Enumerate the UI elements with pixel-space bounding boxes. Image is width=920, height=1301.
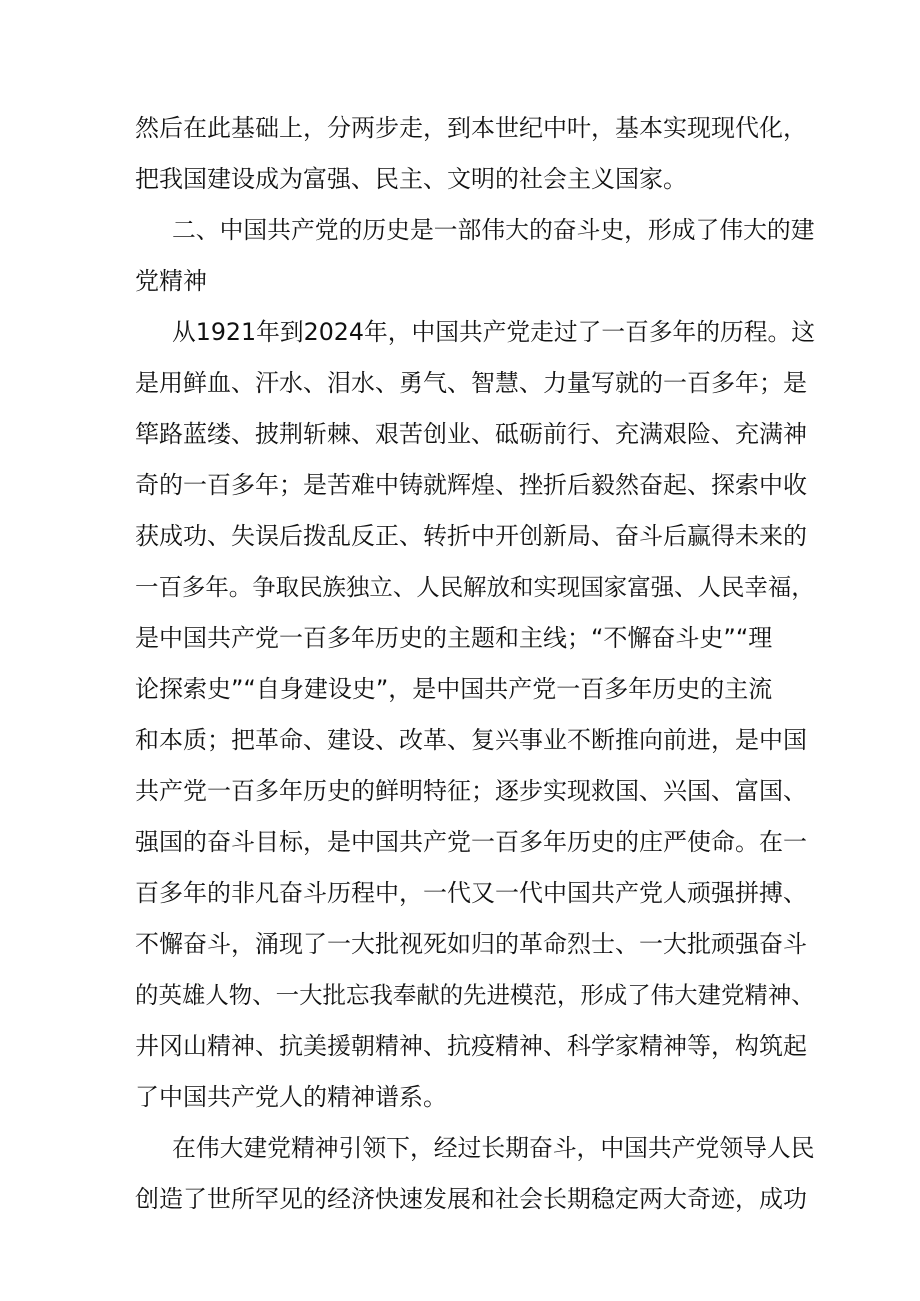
section-heading: 二、中国共产党的历史是一部伟大的奋斗史，形成了伟大的建 xyxy=(172,216,815,244)
text-line: 获成功、失误后拨乱反正、转折中开创新局、奋斗后赢得未来的 xyxy=(135,522,807,550)
text-line: 井冈山精神、抗美援朝精神、抗疫精神、科学家精神等，构筑起 xyxy=(135,1032,807,1060)
text-line: 奇的一百多年；是苦难中铸就辉煌、挫折后毅然奋起、探索中收 xyxy=(135,471,807,499)
text-line: 筚路蓝缕、披荆斩棘、艰苦创业、砥砺前行、充满艰险、充满神 xyxy=(135,420,807,448)
text-line: 百多年的非凡奋斗历程中，一代又一代中国共产党人顽强拼搏、 xyxy=(135,879,807,907)
text-line: 不懈奋斗，涌现了一大批视死如归的革命烈士、一大批顽强奋斗 xyxy=(135,930,807,958)
text-line: 把我国建设成为富强、民主、文明的社会主义国家。 xyxy=(135,165,687,193)
text-line: 强国的奋斗目标，是中国共产党一百多年历史的庄严使命。在一 xyxy=(135,828,807,856)
text-line: 共产党一百多年历史的鲜明特征；逐步实现救国、兴国、富国、 xyxy=(135,777,807,805)
text-line: 从1921年到2024年，中国共产党走过了一百多年的历程。这 xyxy=(172,318,815,346)
text-line: 是用鲜血、汗水、泪水、勇气、智慧、力量写就的一百多年；是 xyxy=(135,369,807,397)
text-line: 创造了世所罕见的经济快速发展和社会长期稳定两大奇迹，成功 xyxy=(135,1185,807,1213)
text-line: 然后在此基础上，分两步走，到本世纪中叶，基本实现现代化， xyxy=(135,114,807,142)
section-heading: 党精神 xyxy=(135,267,207,295)
text-line: 和本质；把革命、建设、改革、复兴事业不断推向前进，是中国 xyxy=(135,726,807,754)
text-line: 是中国共产党一百多年历史的主题和主线；“不懈奋斗史”“理 xyxy=(135,624,773,652)
text-line: 的英雄人物、一大批忘我奉献的先进模范，形成了伟大建党精神、 xyxy=(135,981,815,1009)
text-line: 在伟大建党精神引领下，经过长期奋斗，中国共产党领导人民 xyxy=(172,1134,815,1162)
text-line: 了中国共产党人的精神谱系。 xyxy=(135,1083,447,1111)
text-line: 论探索史”“自身建设史”，是中国共产党一百多年历史的主流 xyxy=(135,675,773,703)
text-line: 一百多年。争取民族独立、人民解放和实现国家富强、人民幸福， xyxy=(135,573,815,601)
